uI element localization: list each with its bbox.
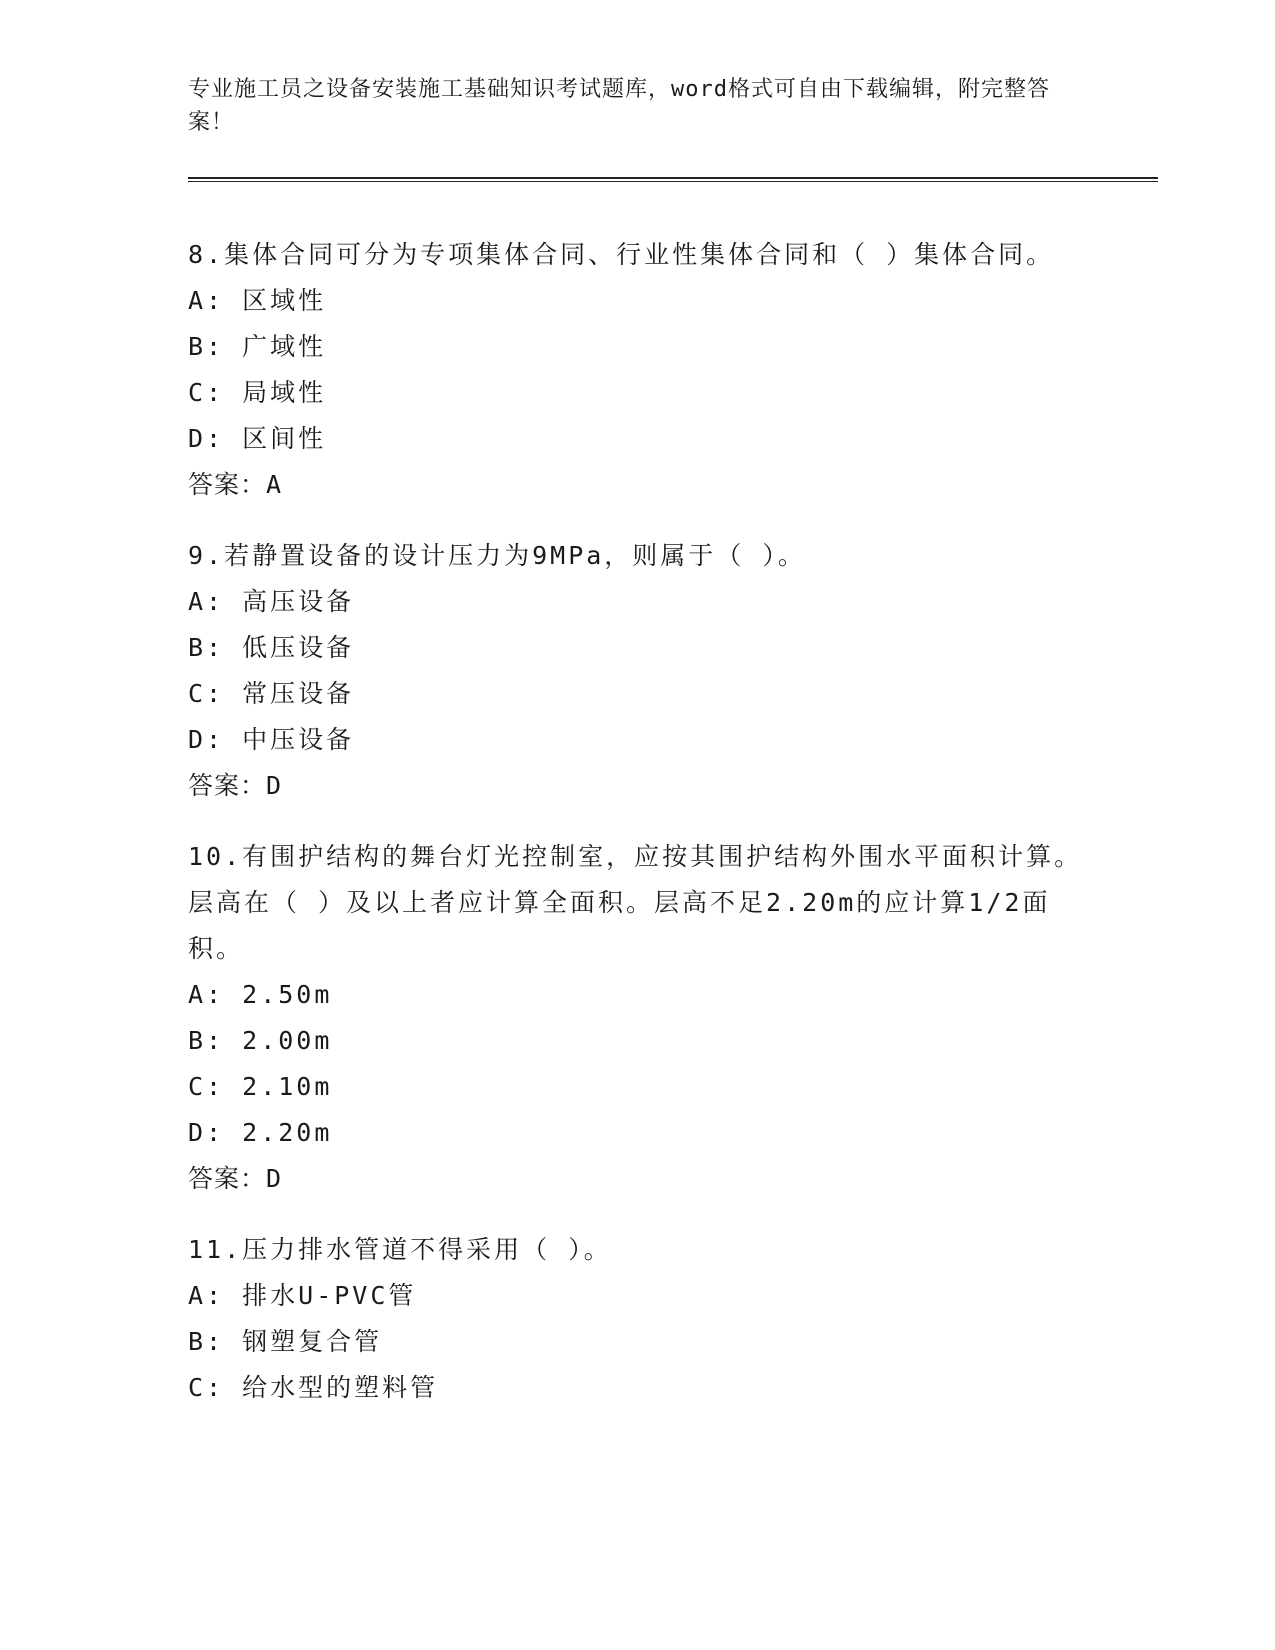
option-b: B: 低压设备 (188, 633, 355, 662)
option-c: C: 给水型的塑料管 (188, 1373, 439, 1402)
document-page (188, 0, 1158, 1650)
option-d: D: 2.20m (188, 1118, 333, 1147)
question-list (188, 232, 1088, 1436)
option-a: A: 高压设备 (188, 587, 355, 616)
option-d: D: 中压设备 (188, 725, 355, 754)
question-11 (188, 1227, 1088, 1411)
option-a: A: 区域性 (188, 286, 327, 315)
question-stem: 10.有围护结构的舞台灯光控制室，应按其围护结构外围水平面积计算。层高在（ ）及以上者应计算全面积。层高不足2.20m的应计算1/2面积。 (188, 842, 1083, 963)
question-10 (188, 834, 1088, 1202)
document-header-text: 专业施工员之设备安装施工基础知识考试题库，word格式可自由下载编辑，附完整答案！ (188, 77, 1050, 135)
question-stem: 11.压力排水管道不得采用（ ）。 (188, 1235, 612, 1264)
option-a: A: 2.50m (188, 980, 333, 1009)
option-c: C: 常压设备 (188, 679, 355, 708)
option-b: B: 广域性 (188, 332, 327, 361)
option-b: B: 2.00m (188, 1026, 333, 1055)
answer-line: 答案：D (188, 771, 283, 800)
answer-line: 答案：A (188, 470, 283, 499)
question-9 (188, 533, 1088, 809)
option-b: B: 钢塑复合管 (188, 1327, 383, 1356)
header-divider (188, 177, 1158, 182)
answer-line: 答案：D (188, 1164, 283, 1193)
question-stem: 8.集体合同可分为专项集体合同、行业性集体合同和（ ）集体合同。 (188, 240, 1055, 269)
option-a: A: 排水U-PVC管 (188, 1281, 417, 1310)
option-c: C: 2.10m (188, 1072, 333, 1101)
option-d: D: 区间性 (188, 424, 327, 453)
question-8 (188, 232, 1088, 508)
option-c: C: 局域性 (188, 378, 327, 407)
question-stem: 9.若静置设备的设计压力为9MPa，则属于（ ）。 (188, 541, 806, 570)
